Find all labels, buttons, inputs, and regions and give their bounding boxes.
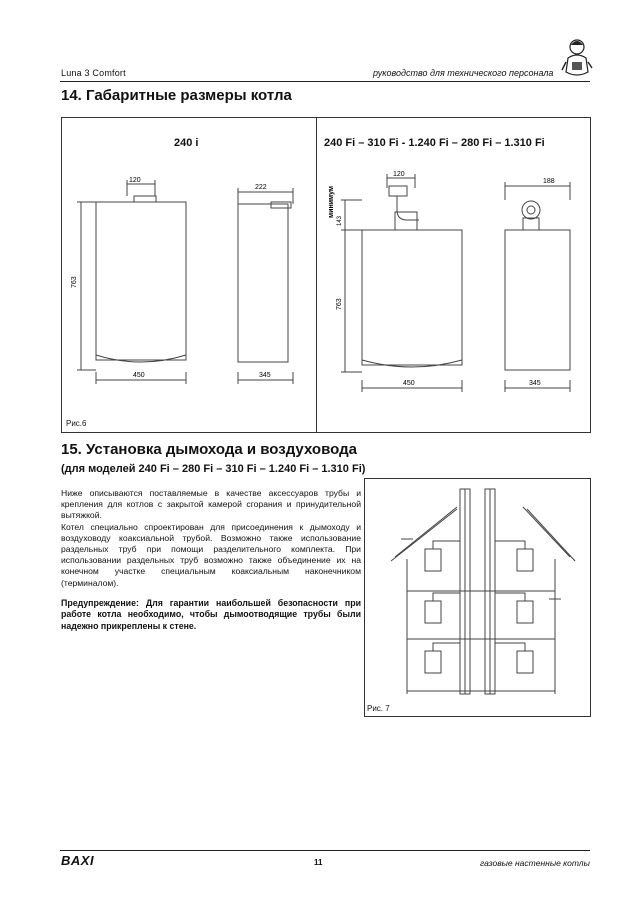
section-15-warning: Предупреждение: Для гарантии наибольшей безопасности при работе котла необходимо, чтобы дымоотводящие трубы были надежно прикреплены к стене.	[61, 597, 361, 632]
dim-width-bottom-fi: 450	[403, 380, 415, 387]
dim-height-240i: 763	[71, 276, 78, 288]
dim-minimum-label: минимум	[328, 185, 335, 218]
section-15-body	[61, 488, 361, 633]
dim-side-top-240i: 222	[255, 184, 267, 191]
page-number: 11	[314, 858, 323, 867]
dim-width-top-240i: 120	[129, 177, 141, 184]
dim-height-fi: 763	[336, 298, 343, 310]
header-manual-type: руководство для технического персонала	[373, 68, 554, 78]
header-rule	[60, 81, 590, 82]
dim-side-bottom-fi: 345	[529, 380, 541, 387]
mascot-logo	[560, 36, 594, 80]
figure-6-label-fi-models: 240 Fi – 310 Fi - 1.240 Fi – 280 Fi – 1.310 Fi	[324, 137, 545, 149]
boiler-fi-dimension-drawing	[317, 150, 590, 418]
figure-6-caption: Рис.6	[66, 419, 87, 428]
figure-7-caption: Рис. 7	[367, 704, 390, 713]
section-15-paragraph-1: Ниже описываются поставляемые в качестве аксессуаров трубы и крепления для котлов с закрытой камерой сгорания и принудительной вытяжкой.	[61, 488, 361, 521]
section-15-subtitle: (для моделей 240 Fi – 280 Fi – 310 Fi – 1.240 Fi – 1.310 Fi)	[61, 463, 366, 475]
dim-minimum-value: 143	[337, 215, 343, 226]
figure-6-label-240i: 240 i	[174, 137, 199, 149]
flue-installation-drawing	[365, 479, 590, 701]
brand-logo: BAXI	[61, 853, 95, 868]
dim-side-bottom-240i: 345	[259, 372, 271, 379]
section-15-paragraph-2: Котел специально спроектирован для присоединения к дымоходу и воздуховоду коаксиальной трубой. Возможно также использование раздельных труб при помощи разделительного комплекта. При использовании раздельных труб возможно также объединение их на конечном участке специальным коаксиальным наконечником (терминалом).	[61, 521, 361, 588]
footer-product-type: газовые настенные котлы	[480, 858, 590, 868]
section-14-title: 14. Габаритные размеры котла	[61, 87, 292, 104]
boiler-240i-dimension-drawing	[61, 150, 316, 418]
dim-width-top-fi: 120	[393, 171, 405, 178]
dim-side-top-fi: 188	[543, 178, 555, 185]
section-15-title: 15. Установка дымохода и воздуховода	[61, 441, 357, 458]
header-model: Luna 3 Comfort	[61, 68, 126, 78]
footer-rule	[60, 850, 590, 851]
dim-width-bottom-240i: 450	[133, 372, 145, 379]
